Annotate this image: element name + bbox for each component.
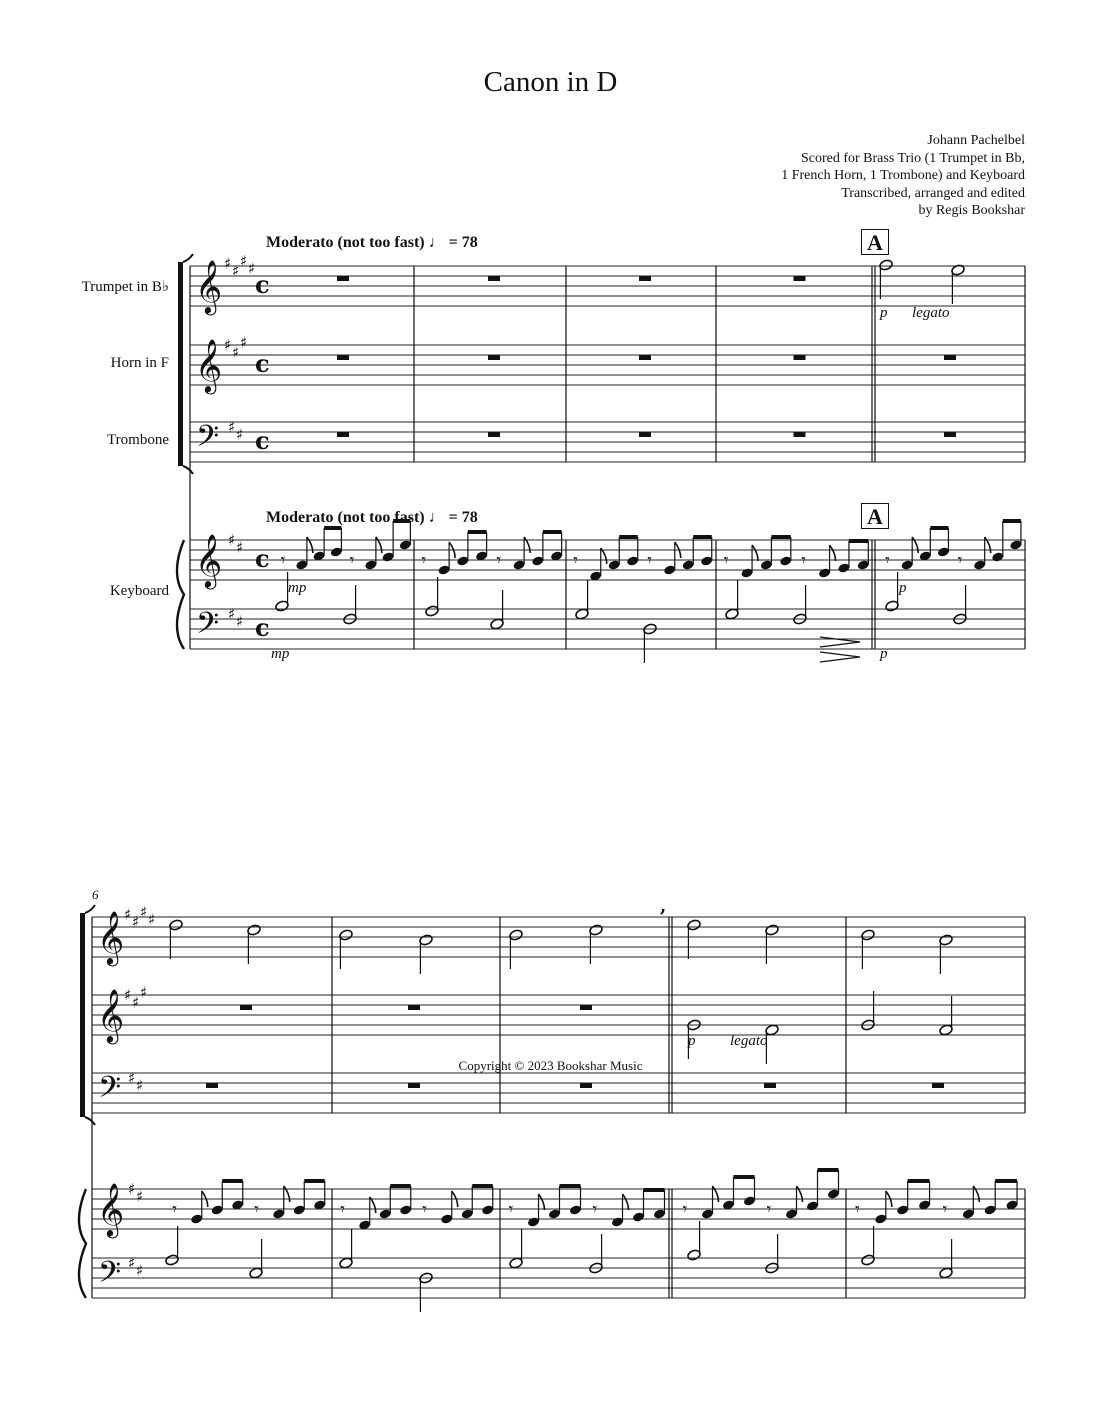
eighth-rest: 𝄾 [349, 550, 355, 571]
note-flag [752, 545, 758, 561]
bass-clef: 𝄢 [98, 1256, 122, 1297]
key-signature-sharp: ♯ [128, 1069, 136, 1087]
time-signature-common: c [255, 270, 270, 299]
key-signature-sharp: ♯ [128, 1254, 136, 1272]
brass-bracket [178, 262, 183, 466]
measure-number: 6 [92, 887, 99, 902]
eighth-rest: 𝄾 [508, 1199, 514, 1220]
bass-clef: 𝄢 [98, 1071, 122, 1112]
time-signature-common: c [255, 613, 270, 642]
whole-rest [337, 276, 349, 281]
whole-rest [337, 355, 349, 360]
eighth-rest: 𝄾 [496, 550, 502, 571]
eighth-rest: 𝄾 [854, 1199, 860, 1220]
note-flag [713, 1186, 719, 1202]
bass-clef: 𝄢 [196, 420, 220, 461]
bracket-hook [85, 905, 95, 913]
key-signature-sharp: ♯ [224, 254, 232, 273]
tempo-text: Moderato (not too fast) [266, 234, 425, 251]
credit-line: 1 French Horn, 1 Trombone) and Keyboard [781, 168, 1025, 183]
whole-rest [764, 1083, 776, 1088]
bracket-hook [183, 254, 193, 262]
key-signature-sharp: ♯ [228, 531, 236, 549]
eighth-rest: 𝄾 [942, 1199, 948, 1220]
key-signature-sharp: ♯ [240, 333, 248, 352]
copyright-footer: Copyright © 2023 Bookshar Music [458, 1058, 643, 1073]
whole-rest [206, 1083, 218, 1088]
breath-mark: , [660, 896, 667, 917]
treble-clef: 𝄞 [97, 1182, 125, 1236]
eighth-rest: 𝄾 [421, 550, 427, 571]
whole-rest [488, 355, 500, 360]
quarter-note-icon: ♩ [428, 509, 445, 526]
whole-rest [639, 355, 651, 360]
note-flag [623, 1194, 629, 1210]
note-flag [539, 1194, 545, 1210]
key-signature-sharp: ♯ [124, 905, 132, 924]
instrument-label-trumpet: Trumpet in B♭ [81, 279, 169, 295]
dynamic-p: p [880, 305, 888, 321]
whole-rest [408, 1005, 420, 1010]
key-signature-sharp: ♯ [228, 418, 236, 436]
keyboard-brace [79, 1189, 86, 1298]
quarter-note-icon: ♩ [428, 234, 445, 251]
key-signature-sharp: ♯ [236, 612, 244, 631]
treble-clef: 𝄞 [97, 988, 125, 1042]
legato-marking: legato [730, 1033, 768, 1049]
key-signature-sharp: ♯ [232, 262, 240, 280]
whole-rest [794, 432, 806, 437]
treble-clef: 𝄞 [195, 259, 223, 313]
whole-rest [488, 432, 500, 437]
eighth-rest: 𝄾 [280, 550, 286, 571]
instrument-label-keyboard: Keyboard [109, 583, 169, 599]
time-signature-common: c [255, 544, 270, 573]
eighth-rest: 𝄾 [172, 1199, 178, 1220]
score-title: Canon in D [483, 66, 618, 98]
note-flag [307, 537, 313, 553]
key-signature-sharp: ♯ [140, 903, 148, 921]
bass-clef: 𝄢 [196, 607, 220, 648]
arranger: by Regis Bookshar [918, 203, 1025, 218]
key-signature-sharp: ♯ [140, 983, 148, 1002]
time-signature-common: c [255, 426, 270, 455]
credit-line: Transcribed, arranged and edited [841, 185, 1025, 201]
eighth-rest: 𝄾 [254, 1199, 260, 1220]
treble-clef: 𝄞 [97, 910, 125, 964]
note-flag [973, 1186, 979, 1202]
eighth-rest: 𝄾 [422, 1199, 428, 1220]
rehearsal-mark-a: A [861, 229, 889, 255]
key-signature-sharp: ♯ [228, 605, 236, 623]
key-signature-sharp: ♯ [136, 1076, 144, 1095]
whole-rest [944, 355, 956, 360]
eighth-rest: 𝄾 [801, 550, 806, 571]
note-flag [985, 537, 991, 553]
key-signature-sharp: ♯ [224, 336, 232, 354]
whole-rest [408, 1083, 420, 1088]
legato-marking: legato [912, 305, 950, 321]
key-signature-sharp: ♯ [124, 986, 132, 1004]
whole-rest [794, 355, 806, 360]
dynamic-mp: mp [288, 580, 307, 596]
bracket-hook [85, 1117, 95, 1125]
eighth-rest: 𝄾 [340, 1199, 346, 1220]
instrument-label-trombone: Trombone [107, 432, 169, 448]
note-flag [830, 545, 836, 561]
key-signature-sharp: ♯ [232, 343, 240, 362]
eighth-rest: 𝄾 [647, 550, 653, 571]
tempo-value: = 78 [448, 234, 478, 251]
eighth-rest: 𝄾 [592, 1199, 598, 1220]
whole-rest [944, 432, 956, 437]
tempo-value: = 78 [448, 509, 478, 526]
key-signature-sharp: ♯ [236, 538, 244, 557]
whole-rest [639, 432, 651, 437]
whole-rest [580, 1083, 592, 1088]
dynamic-p: p [880, 646, 888, 662]
tempo-text: Moderato (not too fast) [266, 509, 425, 526]
whole-rest [337, 432, 349, 437]
eighth-rest: 𝄾 [573, 550, 579, 571]
credit-line: Scored for Brass Trio (1 Trumpet in Bb, [800, 150, 1025, 166]
whole-rest [932, 1083, 944, 1088]
eighth-rest: 𝄾 [723, 550, 729, 571]
eighth-rest: 𝄾 [885, 550, 890, 571]
key-signature-sharp: ♯ [136, 1261, 144, 1280]
rehearsal-mark-a: A [861, 503, 889, 529]
keyboard-brace [177, 540, 184, 649]
dynamic-p: p [688, 1033, 696, 1049]
brass-bracket [80, 913, 85, 1117]
key-signature-sharp: ♯ [128, 1180, 136, 1198]
eighth-rest: 𝄾 [682, 1199, 688, 1220]
time-signature-common: c [255, 349, 270, 378]
key-signature-sharp: ♯ [132, 913, 140, 931]
note-flag [797, 1186, 803, 1202]
note-flag [376, 537, 382, 553]
whole-rest [639, 276, 651, 281]
whole-rest [794, 276, 806, 281]
key-signature-sharp: ♯ [148, 910, 156, 929]
diminuendo-hairpin [820, 652, 860, 662]
note-flag [284, 1186, 290, 1202]
key-signature-sharp: ♯ [248, 259, 256, 278]
dynamic-mp: mp [271, 646, 290, 662]
treble-clef: 𝄞 [195, 338, 223, 392]
whole-rest [488, 276, 500, 281]
whole-rest [580, 1005, 592, 1010]
dynamic-p: p [899, 580, 907, 596]
composer: Johann Pachelbel [927, 133, 1025, 148]
key-signature-sharp: ♯ [240, 252, 248, 270]
treble-clef: 𝄞 [195, 533, 223, 587]
key-signature-sharp: ♯ [132, 993, 140, 1012]
whole-rest [240, 1005, 252, 1010]
key-signature-sharp: ♯ [136, 1187, 144, 1206]
note-flag [912, 537, 918, 553]
key-signature-sharp: ♯ [236, 425, 244, 444]
note-flag [524, 537, 530, 553]
instrument-label-horn: Horn in F [110, 355, 169, 371]
eighth-rest: 𝄾 [957, 550, 963, 571]
bracket-hook [183, 466, 193, 474]
eighth-rest: 𝄾 [766, 1199, 772, 1220]
